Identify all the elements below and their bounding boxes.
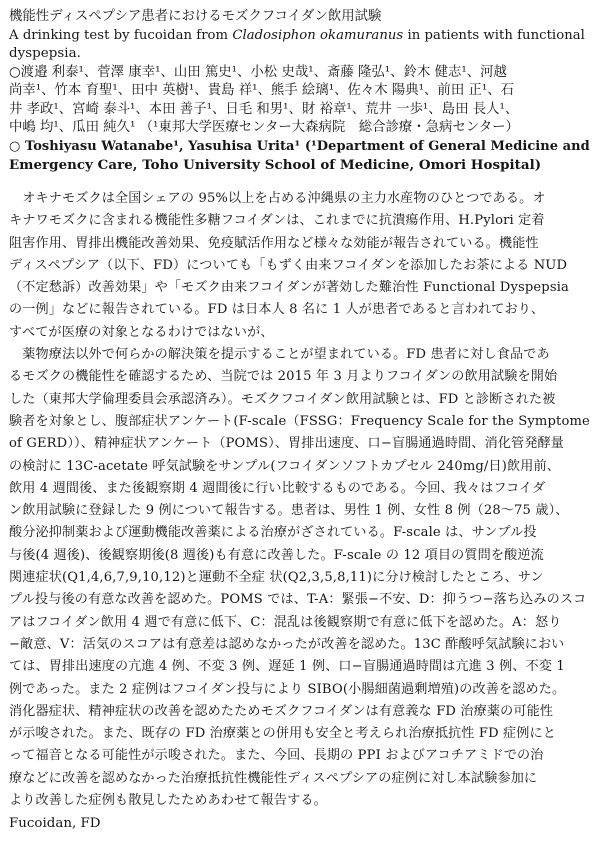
authors-english-line: ○ Toshiyasu Watanabe¹, Yasuhisa Urita¹ (¹Department of General Medicine and: [9, 138, 590, 154]
abstract-body: [9, 188, 593, 812]
keywords: Fucoidan, FD: [9, 816, 101, 831]
body-line: って福音となる可能性が示唆された。また、今回、長期の PPI およびアコチアミドでの治: [9, 748, 544, 764]
authors-japanese-line: 尚幸¹、竹本 育聖¹、田中 英樹¹、貴島 祥¹、熊手 絵璃¹、佐々木 陽典¹、前田 正¹、石: [9, 83, 515, 98]
body-line: 飲用 4 週間後、また後観察期 4 週間後に行い比較するものである。今回、我々はフコイダ: [9, 480, 546, 496]
body-line: ては、胃排出速度の亢進 4 例、不変 3 例、遅延 1 例、口−盲腸通過時間は亢進 3 例、不変 1: [9, 659, 565, 675]
body-line: プル投与後の有意な改善を認めた。POMS では、T-A：緊張−不安、D：抑うつ−落ち込みのスコ: [9, 592, 587, 608]
body-line: アはフコイダン飲用 4 週で有意に低下、C：混乱は後観察期で有意に低下を認めた。A：怒り: [9, 614, 562, 630]
body-line: 療などに改善を認めなかった治療抵抗性機能性ディスペプシアの症例に対し本試験参加に: [9, 770, 538, 786]
body-line: より改善した症例も散見したためあわせて報告する。: [9, 793, 327, 809]
body-line: るモズクの機能性を確認するため、当院では 2015 年 3 月よりフコイダンの飲用試験を開始: [9, 369, 558, 385]
body-line: of GERD））、精神症状アンケート（POMS）、胃排出速度、口−盲腸通過時間、消化管発酵量: [9, 436, 565, 452]
abstract-header: [9, 8, 593, 175]
title-english-line-1: [9, 27, 593, 46]
title-english-end: in patients with functional: [403, 27, 585, 43]
body-line: 関連症状(Q1,4,6,7,9,10,12)と運動不全症 状(Q2,3,5,8,11)に分け検討したところ、サン: [9, 570, 544, 586]
body-line: ディスペプシア（以下、FD）についても「もずく由来フコイダンを添加したお茶による NUD: [9, 257, 568, 273]
body-line: の検討に 13C-acetate 呼気試験をサンプル(フコイダンソフトカプセル 240mg/日)飲用前、: [9, 458, 560, 474]
body-line: すべてが医療の対象となるわけではないが、: [9, 324, 274, 340]
body-line: ン飲用試験に登録した 9 例について報告する。患者は、男性 1 例、女性 8 例（28～75 歳）、: [9, 503, 569, 519]
title-species-name: Cladosiphon okamuranus: [232, 27, 404, 43]
authors-japanese-line: ○渡邉 利泰¹、菅澤 康幸¹、山田 篤史¹、小松 史哉¹、斎藤 隆弘¹、鈴木 健志¹、河越: [9, 64, 507, 80]
body-line: −敵意、V：活気のスコアは有意差は認めなかったが改善を認めた。13C 酢酸呼気試験におい: [9, 636, 565, 652]
body-line: 薬物療法以外で何らかの解決策を提示することが望まれている。FD 患者に対し食品であ: [9, 347, 550, 363]
body-line: キナワモズクに含まれる機能性多糖フコイダンは、これまでに抗潰瘍作用、H.Pylori 定着: [9, 213, 545, 229]
authors-japanese-line: 井 孝政¹、宮崎 泰斗¹、本田 善子¹、日毛 和男¹、財 裕章¹、荒井 一歩¹、島田 長人¹、: [9, 101, 519, 117]
authors-japanese-line: 中嶋 均¹、瓜田 純久¹ （¹東邦大学医療センター大森病院 総合診療・急病センター）: [9, 120, 519, 135]
body-line: 験者を対象とし、腹部症状アンケート(F-scale（FSSG：Frequency Scale for the Symptome: [9, 413, 590, 429]
title-english-line-2: dyspepsia.: [9, 46, 81, 61]
body-line: 阻害作用、胃排出機能改善効果、免疫賦活作用など様々な効能が報告されている。機能性: [9, 235, 539, 251]
title-japanese: 機能性ディスペプシア患者におけるモズクフコイダン飲用試験: [9, 9, 382, 24]
body-line: 与後(4 週後)、後観察期後(8 週後)も有意に改善した。F-scale の 12 項目の質問を酸逆流: [9, 547, 544, 563]
body-line: が示唆された。また、既存の FD 治療薬との併用も安全と考えられ治療抵抗性 FD 症例にと: [9, 726, 557, 742]
body-line: した（東邦大学倫理委員会承認済み）。モズクフコイダン飲用試験とは、FD と診断された被: [9, 391, 556, 407]
title-english-start: A drinking test by fucoidan from: [9, 27, 233, 43]
body-line: 消化器症状、精神症状の改善を認めたためモズクフコイダンは有意義な FD 治療薬の可能性: [9, 703, 554, 719]
body-line: 酸分泌抑制薬および運動機能改善薬による治療がざされている。F-scale は、サンプル投: [9, 525, 537, 541]
body-line: の一例」などに報告されている。FD は日本人 8 名に 1 人が患者であると言われており、: [9, 302, 545, 318]
body-line: オキナモズクは全国シェアの 95%以上を占める沖縄県の主力水産物のひとつである。オ: [9, 191, 546, 206]
authors-english-line: Emergency Care, Toho University School of Medicine, Omori Hospital): [9, 157, 542, 173]
body-line: 例であった。また 2 症例はフコイダン投与により SIBO(小腸細菌過剰増殖)の改善を認めた。: [9, 681, 566, 697]
body-line: （不定愁訴）改善効果」や「モズク由来フコイダンが著効した難治性 Functional Dyspepsia: [9, 280, 569, 296]
